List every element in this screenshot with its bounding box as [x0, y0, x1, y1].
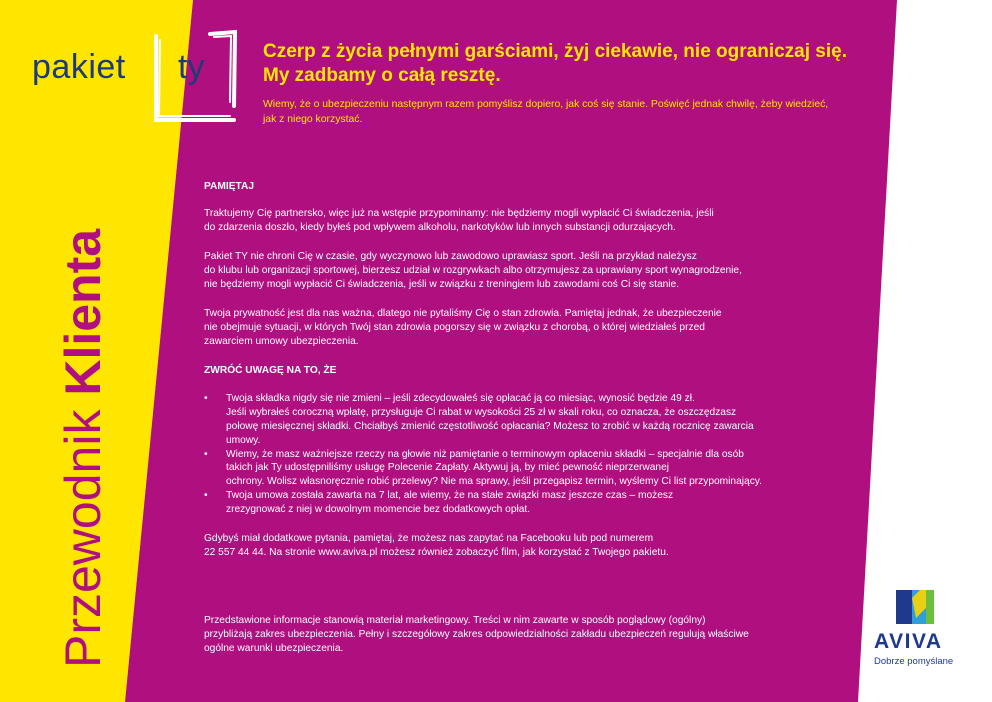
paragraph-health: Twoja prywatność jest dla nas ważna, dlatego nie pytaliśmy Cię o stan zdrowia. Pamiętaj jednak, że ubezpieczenie nie obejmuje sytuacji, w których Twój stan zdrowia pogorszy się w związku z chorobą, o której wiedziałeś przed zawarciem umowy ubezpieczenia. — [204, 308, 722, 347]
intro-text: Wiemy, że o ubezpieczeniu następnym razem pomyślisz dopiero, jak coś się stanie. Poświęć jednak chwilę, żeby wiedzieć, jak z niego korzystać. — [263, 99, 829, 125]
sidebar-title-bold: Klienta — [55, 228, 111, 396]
list-item: • Wiemy, że masz ważniejsze rzeczy na głowie niż pamiętanie o terminowym opłaceniu składki – specjalnie dla osób takich jak Ty udostępniliśmy usługę Polecenie Zapłaty. Aktywuj ją, by mieć pewność nieprzerwanej ochrony. Wolisz własnoręcznie robić przelewy? Nie ma sprawy, jeśli przegapisz termin, wyślemy Ci list przypominający. — [204, 448, 824, 490]
notes-list — [204, 392, 824, 517]
headline: Czerp z życia pełnymi garściami, żyj ciekawie, nie ograniczaj się. My zadbamy o całą resztę. — [263, 41, 847, 87]
list-item: • Twoja składka nigdy się nie zmieni – jeśli zdecydowałeś się opłacać ją co miesiąc, wynosić będzie 49 zł. Jeśli wybrałeś coroczną wpłatę, przysługuje Ci rabat w wysokości 25 zł w skali roku, co oznacza, że oszczędzasz połowę miesięcznej składki. Chciałbyś zmienić częstotliwość opłacania? Możesz to zrobić w każdą rocznicę zawarcia umowy. — [204, 392, 824, 448]
logo-word-pakiet: pakiet — [32, 48, 126, 86]
aviva-tagline: Dobrze pomyślane — [874, 656, 954, 667]
aviva-logo — [872, 588, 972, 668]
sidebar-title — [55, 228, 111, 668]
contact-paragraph: Gdybyś miał dodatkowe pytania, pamiętaj, że możesz nas zapytać na Facebooku lub pod numerem 22 557 44 44. Na stronie www.aviva.pl możesz również zobaczyć film, jak korzystać z Twojego pakietu. — [204, 533, 669, 558]
paragraph-sport: Pakiet TY nie chroni Cię w czasie, gdy wyczynowo lub zawodowo uprawiasz sport. Jeśli na przykład należysz do klubu lub organizacji sportowej, bierzesz udział w rozgrywkach albo otrzymujesz za uprawiany sport wynagrodzenie, nie będziemy mogli wypłacić Ci świadczenia, jeśli w związku z treningiem lub zawodami coś Ci się stanie. — [204, 251, 742, 290]
pakiet-ty-logo — [30, 28, 250, 133]
sidebar-title-light: Przewodnik — [55, 395, 111, 668]
aviva-flag-icon — [872, 588, 972, 630]
list-item: • Twoja umowa została zawarta na 7 lat, ale wiemy, że na stałe związki masz jeszcze czas – możesz zrezygnować z niej w dowolnym momencie bez dodatkowych opłat. — [204, 489, 824, 517]
logo-word-ty: ty — [178, 48, 205, 86]
section-heading-pamietaj: PAMIĘTAJ — [204, 181, 254, 192]
paragraph-alcohol: Traktujemy Cię partnersko, więc już na wstępie przypominamy: nie będziemy mogli wypłacić Ci świadczenia, jeśli do zdarzenia doszło, kiedy byłeś pod wpływem alkoholu, narkotyków lub innych substancji odurzających. — [204, 208, 714, 233]
disclaimer: Przedstawione informacje stanowią materiał marketingowy. Treści w nim zawarte w sposób poglądowy (ogólny) przybliżają zakres ubezpieczenia. Pełny i szczegółowy zakres odpowiedzialności zakładu ubezpieczeń regulują właściwe ogólne warunki ubezpieczenia. — [204, 615, 749, 654]
section-heading-zwroc-uwage: ZWRÓĆ UWAGĘ NA TO, ŻE — [204, 365, 337, 376]
aviva-wordmark: AVIVA — [874, 630, 943, 653]
